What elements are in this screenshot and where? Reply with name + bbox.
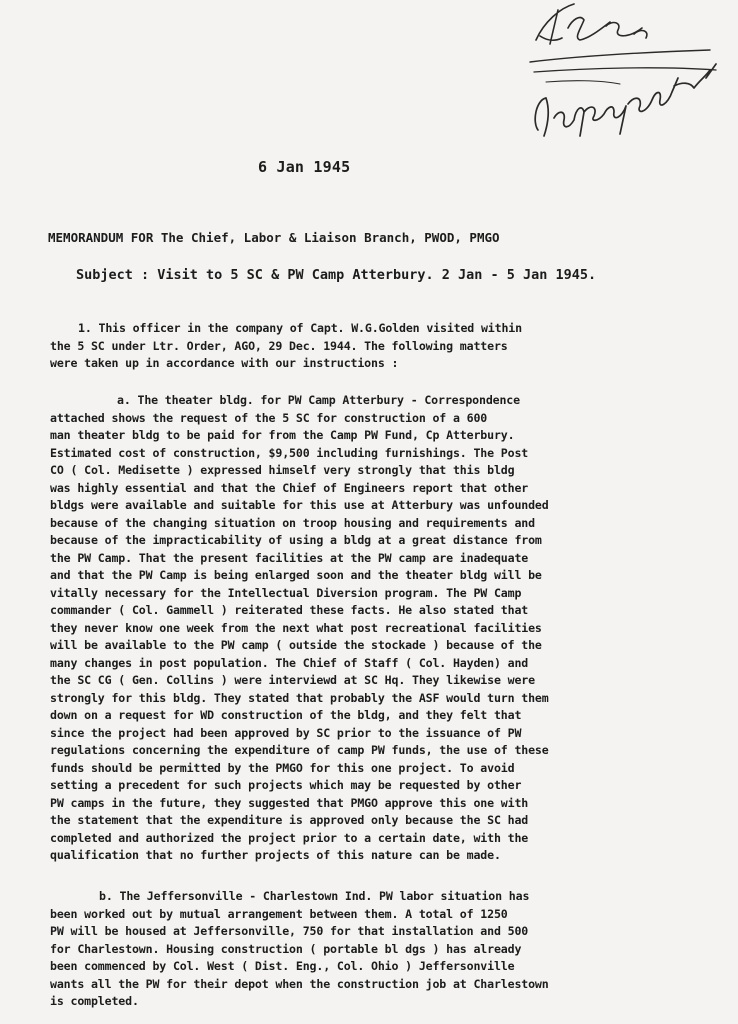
text-line: been worked out by mutual arrangement between them. A total of 1250 [50,906,508,921]
text-line: because of the impracticability of using a bldg at a great distance from [50,533,542,547]
text-line: PW will be housed at Jeffersonville, 750 for that installation and 500 [50,924,529,938]
text-line: was highly essential and that the Chief of Engineers report that other [50,480,529,495]
text-line: the statement that the expenditure is approved only because the SC had [50,813,529,827]
text-line: strongly for this bldg. They stated that probably the ASF would turn them [50,690,549,705]
text-line: for Charlestown. Housing construction ( portable bl dgs ) has already [50,941,522,956]
paragraph-b-labor-situation [0,888,738,1011]
text-line: qualification that no further projects of this nature can be made. [50,848,501,862]
text-line: vitally necessary for the Intellectual Diversion program. The PW Camp [50,585,522,600]
text-line: the PW Camp. That the present facilities at the PW camp are inadequate [50,550,529,565]
paragraph-1 [0,320,738,373]
text-line: Estimated cost of construction, $9,500 including furnishings. The Post [50,445,529,460]
text-line: PW camps in the future, they suggested that PMGO approve this one with [50,795,529,810]
memo-subject: Subject : Visit to 5 SC & PW Camp Atterbury. 2 Jan - 5 Jan 1945. [76,267,597,283]
text-line: bldgs were available and suitable for this use at Atterbury was unfounded [50,498,549,512]
text-line: funds should be permitted by the PMGO for this one project. To avoid [50,760,515,775]
paragraph-a-theater-bldg [0,392,738,865]
text-line: down on a request for WD construction of the bldg, and they felt that [50,708,522,722]
text-line: completed and authorized the project prior to a certain date, with the [50,830,529,845]
text-line: many changes in post population. The Chief of Staff ( Col. Hayden) and [50,655,529,670]
text-line: b. The Jeffersonville - Charlestown Ind. PW labor situation has [99,889,530,903]
text-line: attached shows the request of the 5 SC for construction of a 600 [50,410,488,425]
text-line: CO ( Col. Medisette ) expressed himself very strongly that this bldg [50,463,515,477]
text-line: is completed. [50,994,139,1008]
text-line: they never know one week from the next what post recreational facilities [50,620,542,635]
text-line: wants all the PW for their depot when the construction job at Charlestown [50,976,549,991]
text-line: and that the PW Camp is being enlarged soon and the theater bldg will be [50,568,542,582]
text-line: will be available to the PW camp ( outside the stockade ) because of the [50,638,542,652]
text-line: setting a precedent for such projects which may be requested by other [50,778,522,792]
text-line: 1. This officer in the company of Capt. W.G.Golden visited within [78,321,522,335]
text-line: man theater bldg to be paid for from the Camp PW Fund, Cp Atterbury. [50,428,515,442]
text-line: the 5 SC under Ltr. Order, AGO, 29 Dec. 1944. The following matters [50,338,508,353]
text-line: commander ( Col. Gammell ) reiterated these facts. He also stated that [50,603,529,617]
text-line: since the project had been approved by SC prior to the issuance of PW [50,725,522,740]
text-line: because of the changing situation on troop housing and requirements and [50,515,535,530]
memo-date: 6 Jan 1945 [258,158,351,176]
text-line: were taken up in accordance with our instructions : [50,356,399,370]
text-line: regulations concerning the expenditure of camp PW funds, the use of these [50,743,549,757]
text-line: been commenced by Col. West ( Dist. Eng., Col. Ohio ) Jeffersonville [50,959,515,973]
text-line: a. The theater bldg. for PW Camp Atterbury - Correspondence [117,393,520,407]
handwritten-file-annotation [510,0,738,160]
text-line: the SC CG ( Gen. Collins ) were interviewd at SC Hq. They likewise were [50,673,535,687]
memo-addressee: MEMORANDUM FOR The Chief, Labor & Liaison Branch, PWOD, PMGO [48,230,500,245]
